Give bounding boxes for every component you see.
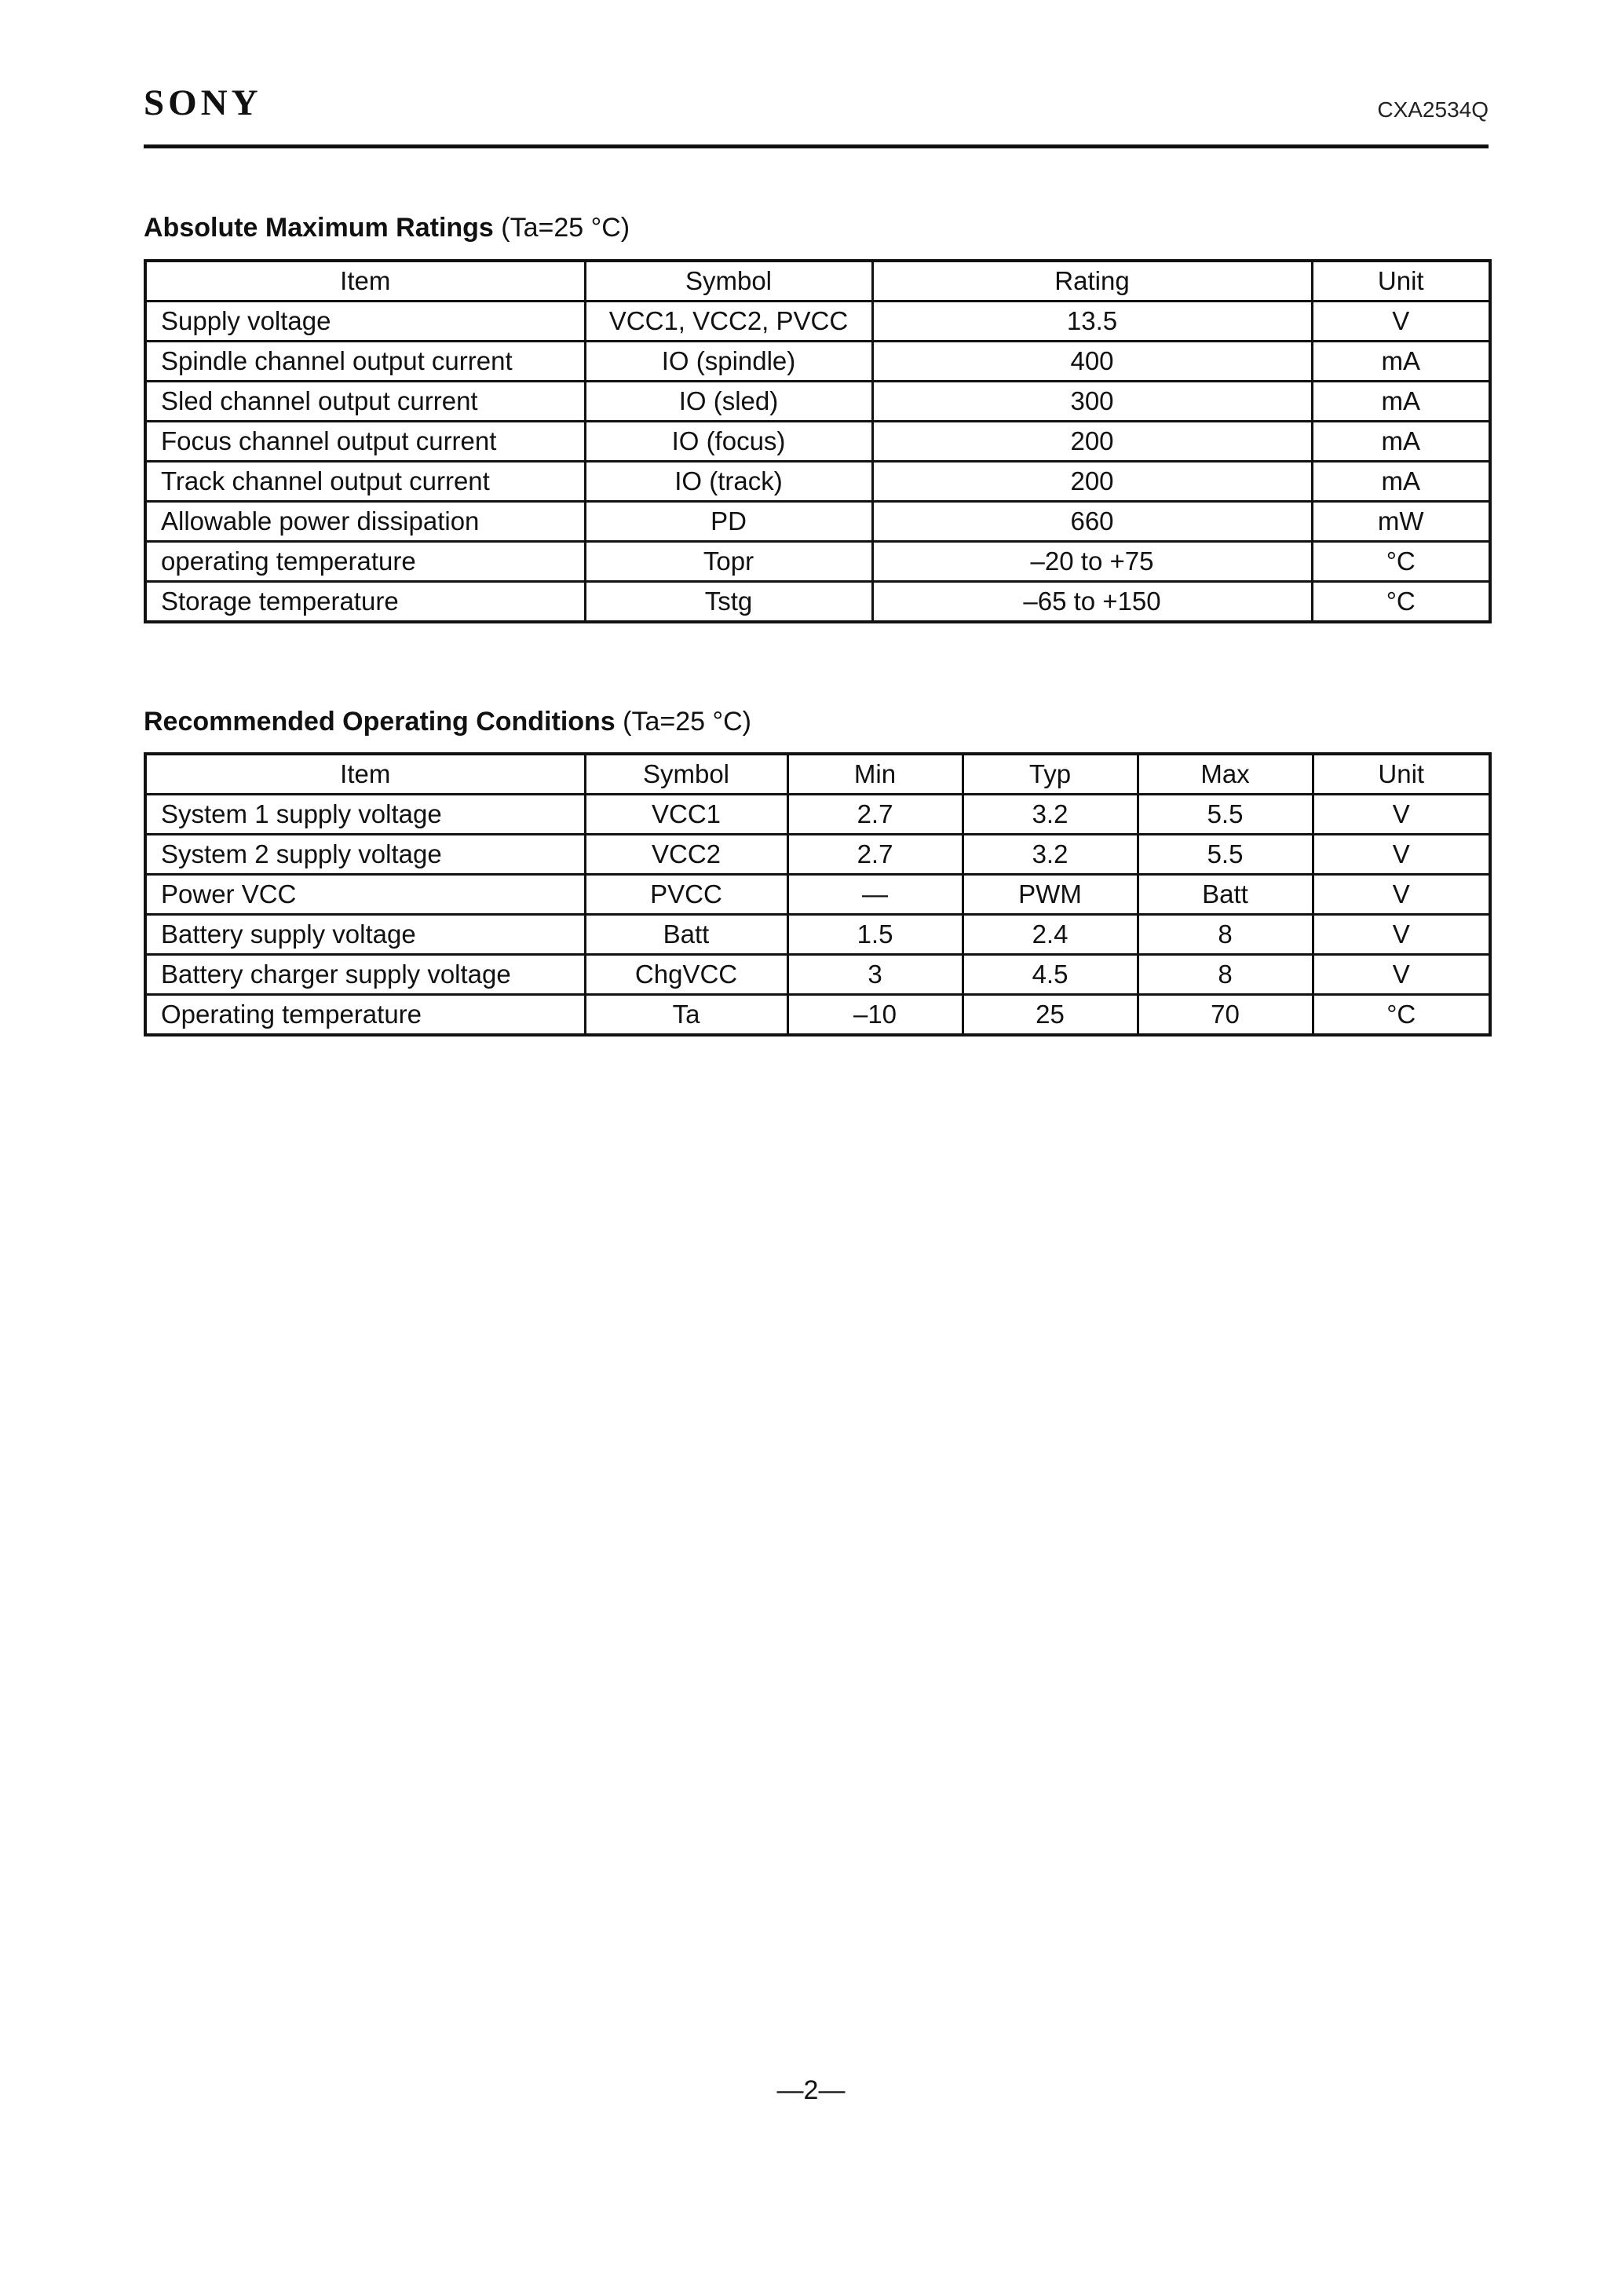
table-row bbox=[145, 302, 1490, 342]
cell-min: 1.5 bbox=[787, 915, 963, 955]
cell-unit: V bbox=[1313, 795, 1490, 835]
table-row bbox=[145, 582, 1490, 623]
cell-unit: °C bbox=[1312, 582, 1490, 623]
cell-symbol: Tstg bbox=[585, 582, 872, 623]
cell-min: 2.7 bbox=[787, 795, 963, 835]
cell-unit: V bbox=[1313, 915, 1490, 955]
cell-item: Battery charger supply voltage bbox=[145, 955, 585, 995]
rec-op-heading bbox=[144, 708, 751, 735]
table-row bbox=[145, 382, 1490, 422]
cell-unit: °C bbox=[1313, 995, 1490, 1036]
cell-symbol: PVCC bbox=[585, 875, 787, 915]
cell-rating: 300 bbox=[872, 382, 1312, 422]
cell-rating: 200 bbox=[872, 462, 1312, 502]
table-row bbox=[145, 995, 1490, 1036]
cell-item: Battery supply voltage bbox=[145, 915, 585, 955]
cell-symbol: VCC2 bbox=[585, 835, 787, 875]
col-header-typ: Typ bbox=[963, 754, 1138, 795]
cell-item: Focus channel output current bbox=[145, 422, 585, 462]
abs-max-title: Absolute Maximum Ratings bbox=[144, 213, 494, 243]
cell-item: operating temperature bbox=[145, 542, 585, 582]
col-header-symbol: Symbol bbox=[585, 261, 872, 302]
cell-symbol: IO (focus) bbox=[585, 422, 872, 462]
table-row bbox=[145, 875, 1490, 915]
document-id: CXA2534Q bbox=[1377, 97, 1489, 122]
col-header-item: Item bbox=[145, 261, 585, 302]
cell-symbol: Ta bbox=[585, 995, 787, 1036]
cell-rating: 200 bbox=[872, 422, 1312, 462]
table-header-row bbox=[145, 754, 1490, 795]
table-row bbox=[145, 502, 1490, 542]
table-row bbox=[145, 422, 1490, 462]
cell-rating: –65 to +150 bbox=[872, 582, 1312, 623]
cell-min: –10 bbox=[787, 995, 963, 1036]
col-header-item: Item bbox=[145, 754, 585, 795]
cell-max: Batt bbox=[1138, 875, 1313, 915]
col-header-unit: Unit bbox=[1313, 754, 1490, 795]
cell-typ: 2.4 bbox=[963, 915, 1138, 955]
cell-unit: mA bbox=[1312, 382, 1490, 422]
table-row bbox=[145, 542, 1490, 582]
rec-op-condition: (Ta=25 °C) bbox=[615, 707, 751, 737]
cell-typ: 25 bbox=[963, 995, 1138, 1036]
cell-item: System 1 supply voltage bbox=[145, 795, 585, 835]
page-number: —2— bbox=[776, 2075, 846, 2105]
cell-max: 5.5 bbox=[1138, 795, 1313, 835]
cell-item: System 2 supply voltage bbox=[145, 835, 585, 875]
cell-rating: 660 bbox=[872, 502, 1312, 542]
cell-max: 8 bbox=[1138, 915, 1313, 955]
table-header-row bbox=[145, 261, 1490, 302]
col-header-max: Max bbox=[1138, 754, 1313, 795]
cell-unit: V bbox=[1312, 302, 1490, 342]
cell-typ: 3.2 bbox=[963, 795, 1138, 835]
cell-item: Storage temperature bbox=[145, 582, 585, 623]
cell-typ: 3.2 bbox=[963, 835, 1138, 875]
cell-symbol: IO (sled) bbox=[585, 382, 872, 422]
cell-min: 3 bbox=[787, 955, 963, 995]
abs-max-condition: (Ta=25 °C) bbox=[493, 213, 630, 243]
cell-item: Spindle channel output current bbox=[145, 342, 585, 382]
cell-item: Supply voltage bbox=[145, 302, 585, 342]
table-row bbox=[145, 342, 1490, 382]
cell-rating: 13.5 bbox=[872, 302, 1312, 342]
header-divider bbox=[144, 144, 1489, 148]
cell-symbol: IO (spindle) bbox=[585, 342, 872, 382]
cell-symbol: Topr bbox=[585, 542, 872, 582]
col-header-unit: Unit bbox=[1312, 261, 1490, 302]
cell-max: 70 bbox=[1138, 995, 1313, 1036]
cell-item: Power VCC bbox=[145, 875, 585, 915]
brand-logo: SONY bbox=[144, 82, 262, 123]
abs-max-table bbox=[144, 259, 1492, 623]
cell-unit: mA bbox=[1312, 462, 1490, 502]
cell-rating: –20 to +75 bbox=[872, 542, 1312, 582]
table-row bbox=[145, 955, 1490, 995]
col-header-rating: Rating bbox=[872, 261, 1312, 302]
cell-unit: V bbox=[1313, 955, 1490, 995]
cell-item: Operating temperature bbox=[145, 995, 585, 1036]
table-row bbox=[145, 915, 1490, 955]
cell-unit: mA bbox=[1312, 422, 1490, 462]
cell-symbol: Batt bbox=[585, 915, 787, 955]
cell-symbol: IO (track) bbox=[585, 462, 872, 502]
rec-op-title: Recommended Operating Conditions bbox=[144, 707, 616, 737]
cell-min: 2.7 bbox=[787, 835, 963, 875]
cell-symbol: ChgVCC bbox=[585, 955, 787, 995]
cell-min: — bbox=[787, 875, 963, 915]
cell-symbol: PD bbox=[585, 502, 872, 542]
rec-op-table bbox=[144, 752, 1492, 1036]
cell-max: 8 bbox=[1138, 955, 1313, 995]
cell-symbol: VCC1 bbox=[585, 795, 787, 835]
cell-unit: mA bbox=[1312, 342, 1490, 382]
cell-unit: V bbox=[1313, 835, 1490, 875]
cell-typ: PWM bbox=[963, 875, 1138, 915]
table-row bbox=[145, 462, 1490, 502]
cell-max: 5.5 bbox=[1138, 835, 1313, 875]
cell-item: Track channel output current bbox=[145, 462, 585, 502]
table-row bbox=[145, 795, 1490, 835]
cell-unit: mW bbox=[1312, 502, 1490, 542]
table-row bbox=[145, 835, 1490, 875]
cell-typ: 4.5 bbox=[963, 955, 1138, 995]
abs-max-heading bbox=[144, 214, 630, 241]
col-header-symbol: Symbol bbox=[585, 754, 787, 795]
cell-symbol: VCC1, VCC2, PVCC bbox=[585, 302, 872, 342]
cell-item: Allowable power dissipation bbox=[145, 502, 585, 542]
col-header-min: Min bbox=[787, 754, 963, 795]
cell-unit: V bbox=[1313, 875, 1490, 915]
cell-rating: 400 bbox=[872, 342, 1312, 382]
cell-unit: °C bbox=[1312, 542, 1490, 582]
cell-item: Sled channel output current bbox=[145, 382, 585, 422]
